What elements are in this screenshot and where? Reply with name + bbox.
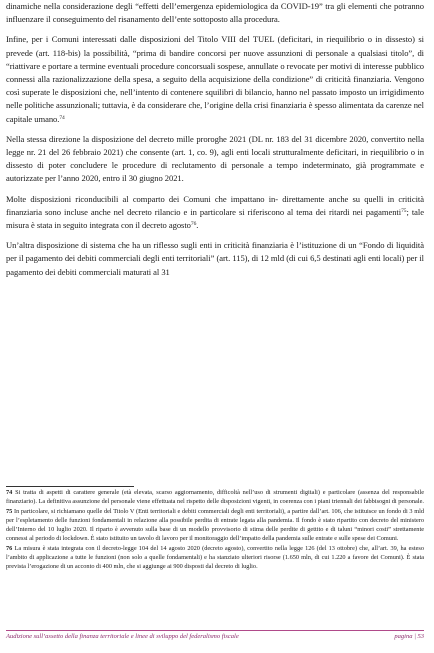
footnote-ref-74[interactable]: 74 xyxy=(59,114,65,121)
footnote-text: Si tratta di aspetti di carattere generale (età elevata, scarso aggiornamento, difficoltà nell’uso di strumenti digitali) e particolare (assenza del responsabile finanziario). La definitiva assunzione del personale viene effettuata nel rispetto delle disposizioni vigenti, in coerenza con i piani triennali dei fabbisogni di personale. xyxy=(6,489,424,505)
paragraph-2-text: Infine, per i Comuni interessati dalle disposizioni del Titolo VIII del TUEL (deficitari, in riequilibrio o in dissesto) si prevede (art. 118-bis) la possibilità, “prima di bandire concorsi per nuove assunzioni di personale a qualsiasi titolo”, di “riattivare e portare a termine eventuali procedure concorsuali sospese, annullate o revocate per motivi di interesse pubblico connessi alla razionalizzazione della spesa, a seguito della acquisizione della condizione” di criticità finanziaria. Vengono così superate le disposizioni che, nell’intento di contenere squilibri di bilancio, hanno nel passato imposto un irrigidimento nelle politiche assunzionali; tuttavia, è da considerare che, l’origine della crisi finanziaria è spesso alimentata da carenze nel capitale umano. xyxy=(6,34,424,124)
footnotes xyxy=(6,489,424,574)
footer-divider xyxy=(6,630,424,631)
footnote-text: In particolare, si richiamano quelle del Titolo V (Enti territoriali e debiti commerciali degli enti territoriali), a partire dall’art. 106, che istituisce un fondo di 3 mld per l’espletamento delle funzioni fondamentali in relazione alla possibile perdita di entrate legata alla pandemia. Il fondo è stato ripartito con decreto del ministero dell’Interno del 10 luglio 2020. Il riparto è avvenuto sulla base di un modello provvisorio di stima delle perdite di gettito e di taluni “minori costi” strettamente connessi al periodo di lockdown. È stato istituito un tavolo di lavoro per il monitoraggio dell’impatto della pandemia sulle entrate e sulle spese dei Comuni. xyxy=(6,508,424,543)
paragraph-4-text-b: ; tale misura è stata in seguito integrata con il decreto agosto xyxy=(6,206,424,231)
footnote-text: La misura è stata integrata con il decreto-legge 104 del 14 agosto 2020 (decreto agosto), convertito nella legge 126 (del 13 ottobre) che, all’art. 39, ha esteso l’ambito di applicazione a tutte le funzioni (non solo a quelle fondamentali) e ha stanziato ulteriori risorse (1.650 mln, di cui 1.220 a favore dei Comuni). È stata prevista l’erogazione di un acconto di 400 mln, che si aggiunge ai 900 disposti dal decreto di luglio. xyxy=(6,545,424,571)
footnote-separator xyxy=(6,486,134,487)
paragraph-3: Nella stessa direzione la disposizione del decreto mille proroghe 2021 (DL nr. 183 del 31 dicembre 2020, convertito nella legge nr. 21 del 26 febbraio 2021) che consente (art. 1, co. 9), agli enti locali strutturalmente deficitari, in riequilibrio o in dissesto di poter concludere le procedure di reclutamento di personale a tempo indeterminato, già programmate e autorizzate per l’anno 2020, entro il 30 giugno 2021. xyxy=(6,133,424,184)
footnote-74 xyxy=(6,489,424,507)
paragraph-4-text-a: Molte disposizioni riconducibili al comparto dei Comuni che impattano in- direttamente anche su quelli in criticità finanziaria sono incluse anche nel decreto rilancio e in particolare si riferiscono al tema dei ritardi nei pagamenti xyxy=(6,193,424,217)
paragraph-4-text-c: . xyxy=(196,220,199,231)
footnote-75 xyxy=(6,508,424,544)
paragraph-4 xyxy=(6,193,424,233)
footnote-number: 76 xyxy=(6,545,13,553)
footnote-ref-76[interactable]: 76 xyxy=(190,221,197,228)
paragraph-2 xyxy=(6,33,424,125)
footnote-76 xyxy=(6,545,424,572)
footnote-number: 75 xyxy=(6,508,13,516)
footnote-number: 74 xyxy=(6,489,13,496)
footer-title: Audizione sull’assetto della finanza territoriale e linee di sviluppo del federalismo fiscale xyxy=(6,633,239,640)
page-footer xyxy=(6,633,424,647)
body-text xyxy=(6,0,424,279)
page-number: pagina | 53 xyxy=(394,633,424,640)
footnote-ref-75[interactable]: 75 xyxy=(401,207,407,214)
paragraph-1: dinamiche nella considerazione degli “effetti dell’emergenza epidemiologica da COVID-19” tra gli elementi che potranno influenzare il conseguimento del risanamento dell’ente sottoposto alla procedura. xyxy=(6,1,424,25)
paragraph-5: Un’altra disposizione di sistema che ha un riflesso sugli enti in criticità finanziaria è l’istituzione di un “Fondo di liquidità per il pagamento dei debiti commerciali degli enti territoriali” (art. 115), di 12 mld (di cui 6,5 destinati agli enti locali) per il pagamento dei debiti commerciali maturati al 31 xyxy=(6,240,424,277)
